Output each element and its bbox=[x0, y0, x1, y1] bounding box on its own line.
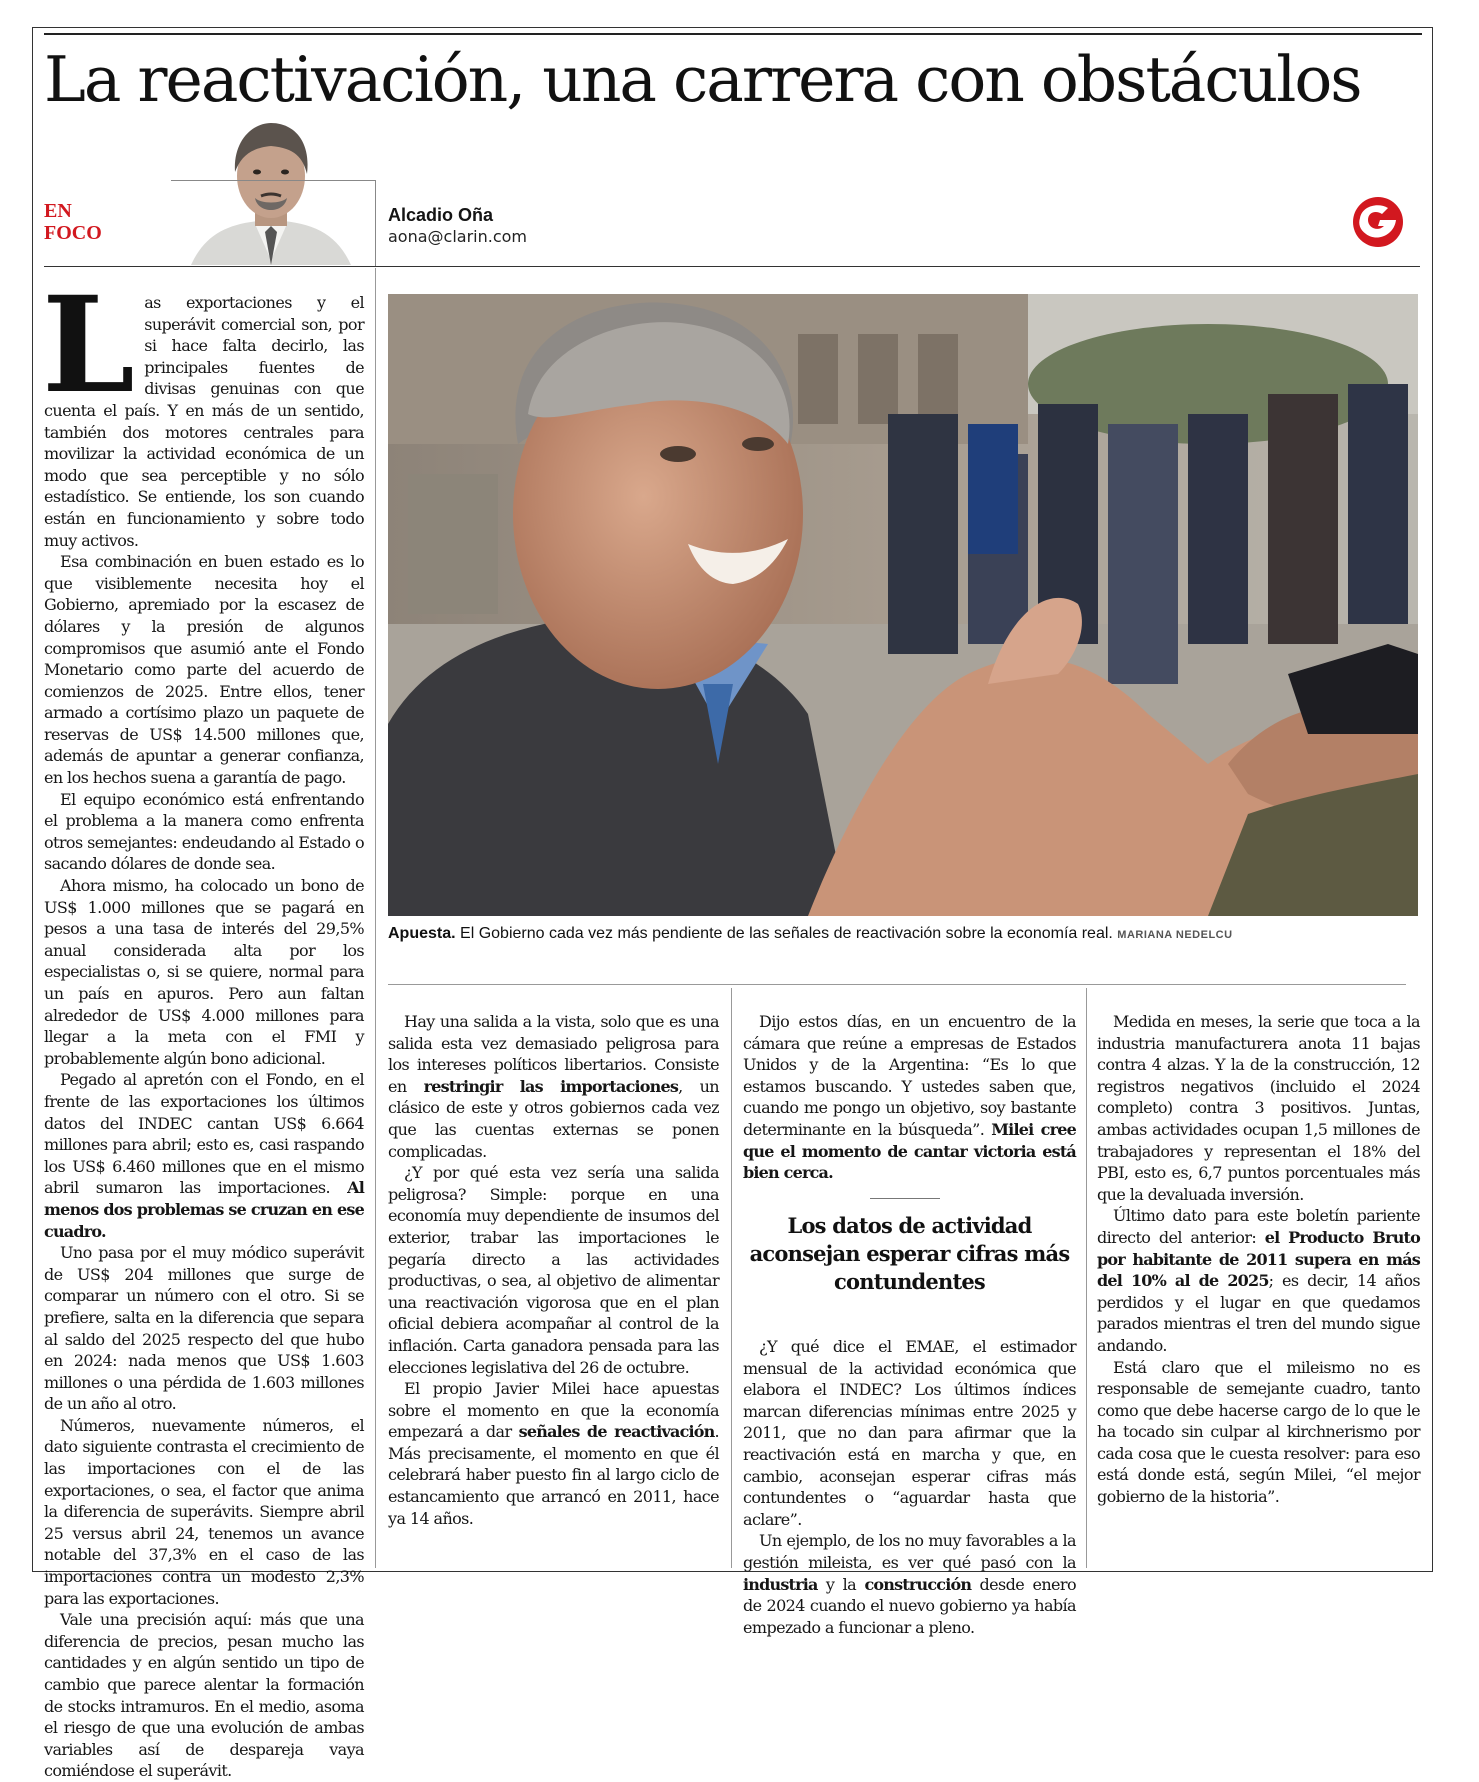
header-bottom-rule bbox=[44, 266, 1420, 267]
section-tag: EN FOCO bbox=[44, 200, 102, 244]
column-divider bbox=[731, 988, 732, 1568]
subhead-rule bbox=[870, 1198, 940, 1199]
author-email[interactable]: aona@clarin.com bbox=[388, 227, 528, 246]
paragraph: El propio Javier Milei hace apuestas sobre el momento en que la economía empezará a dar señales de reactivación. Más precisamente, el momento en que él celebrará haber puesto fin al largo ciclo de estancamiento que arrancó en 2011, hace ya 14 años. bbox=[388, 1379, 719, 1528]
clarin-logo-icon bbox=[1352, 196, 1404, 248]
paragraph: Las exportaciones y el superávit comercial son, por si hace falta decirlo, las principales fuentes de divisas genuinas con que cuenta el país. Y en más de un sentido, también dos motores centrales para movilizar la actividad económica de un modo que sea perceptible y no sólo estadístico. Se entiende, los son cuando están en funcionamiento y sobre todo muy activos. bbox=[42, 268, 364, 550]
header-vertical-divider bbox=[375, 180, 376, 266]
author-portrait-image bbox=[171, 120, 371, 265]
paragraph: Números, nuevamente números, el dato siguiente contrasta el crecimiento de las importaciones con el de las exportaciones, o sea, el factor que anima la diferencia de superávits. Siempre abril 25 versus abril 24, tenemos un avance notable del 37,3% en el caso de las importaciones contra un modesto 2,3% para las exportaciones. bbox=[44, 1415, 364, 1608]
header-divider bbox=[171, 180, 375, 181]
paragraph: Pegado al apretón con el Fondo, en el frente de las exportaciones los últimos datos del INDEC cantan US$ 6.664 millones para abril; esto es, casi raspando los US$ 6.460 millones que en el mismo abril sumaron las importaciones. Al menos dos problemas se cruzan en ese cuadro. bbox=[44, 1070, 364, 1241]
body-column-3 bbox=[743, 1011, 1076, 1184]
body-column-3-lower bbox=[743, 1336, 1076, 1638]
paragraph: Un ejemplo, de los no muy favorables a la gestión mileista, es ver qué pasó con la industria y la construcción desde enero de 2024 cuando el nuevo gobierno ya había empezado a funcionar a pleno. bbox=[743, 1531, 1076, 1637]
body-column-2 bbox=[388, 1011, 719, 1529]
column-divider bbox=[375, 268, 376, 1568]
main-photo bbox=[388, 294, 1418, 916]
column-divider bbox=[1086, 988, 1087, 1568]
main-photo-image bbox=[388, 294, 1418, 916]
body-column-4 bbox=[1097, 1011, 1420, 1508]
paragraph: Dijo estos días, en un encuentro de la cámara que reúne a empresas de Estados Unidos y de la Argentina: “Es lo que estamos buscando. Y ustedes saben que, cuando me pongo un objetivo, soy bastante determinante en la búsqueda”. Milei cree que el momento de cantar victoria está bien cerca. bbox=[743, 1012, 1076, 1183]
paragraph: Vale una precisión aquí: más que una diferencia de precios, pesan mucho las cantidades y en algún sentido un tipo de cambio que parece alentar la formación de stocks intramuros. En el medio, asoma el riesgo de que una evolución de ambas variables así de despareja vaya comiéndose el superávit. bbox=[44, 1610, 364, 1781]
body-column-1 bbox=[42, 268, 364, 1782]
paragraph: Está claro que el mileismo no es responsable de semejante cuadro, tanto como que debe hacerse cargo de lo que le ha tocado sin culpar al kirchnerismo por cada cosa que le cuesta resolver: para eso está donde está, según Milei, “el mejor gobierno de la historia”. bbox=[1097, 1357, 1420, 1507]
paragraph: ¿Y qué dice el EMAE, el estimador mensual de la actividad económica que elabora el INDEC? Los últimos índices marcan diferencias mínimas entre 2025 y 2011, que no dan para afirmar que la reactivación está en marcha y que, en cambio, aconsejan esperar cifras más contundentes o “aguardar hasta que aclare”. bbox=[743, 1337, 1076, 1529]
caption-text: El Gobierno cada vez más pendiente de las señales de reactivación sobre la economía real. bbox=[455, 925, 1118, 942]
paragraph: Último dato para este boletín pariente directo del anterior: el Producto Bruto por habitante de 2011 supera en más del 10% al de 2025; es decir, 14 años perdidos y el lugar en que quedamos parados mientras el tren del mundo sigue andando. bbox=[1097, 1206, 1420, 1355]
paragraph: Ahora mismo, ha colocado un bono de US$ 1.000 millones que se pagará en pesos a una tasa de interés del 29,5% anual considerada alta por los especialistas o, si se quiere, normal para un país en apuros. Pero aun faltan alrededor de US$ 4.000 millones para llegar a la meta con el FMI y probablemente algún bono adicional. bbox=[44, 876, 364, 1068]
author-portrait bbox=[171, 120, 371, 265]
paragraph: Esa combinación en buen estado es lo que visiblemente necesita hoy el Gobierno, apremiado por la escasez de dólares y la presión de algunos compromisos que asumió ante el Fondo Monetario como parte del acuerdo de comienzos de 2025. Entre ellos, tener armado a cortísimo plazo un paquete de reservas de US$ 14.500 millones que, además de apuntar a generar confianza, en los hechos suena a garantía de pago. bbox=[44, 552, 364, 788]
top-rule bbox=[44, 33, 1422, 35]
photo-caption bbox=[388, 924, 1418, 945]
paragraph: Hay una salida a la vista, solo que es una salida esta vez demasiado peligrosa para los intereses políticos libertarios. Consiste en restringir las importaciones, un clásico de este y otros gobiernos cada vez que las cuentas externas se ponen complicadas. bbox=[388, 1012, 720, 1161]
caption-lead: Apuesta. bbox=[388, 925, 456, 942]
subhead: Los datos de actividad aconsejan esperar cifras más contundentes bbox=[749, 1213, 1070, 1294]
paragraph: Uno pasa por el muy módico superávit de US$ 204 millones que surge de comparar un número con el otro. Si se prefiere, salta en la diferencia que separa al saldo del 2025 respecto del que hubo en 2024: nada menos que US$ 1.603 millones o una pérdida de 1.603 millones de un año al otro. bbox=[44, 1243, 364, 1414]
photo-bottom-rule bbox=[388, 984, 1406, 985]
paragraph: Medida en meses, la serie que toca a la industria manufacturera anota 11 bajas contra 4 alzas. Y la de la construcción, 12 registros negativos (incluido el 2024 completo) contra 3 positivos. Juntas, ambas actividades ocupan 1,5 millones de trabajadores y representan el 18% del PBI, esto es, 6,7 puntos porcentuales más que la devaluada inversión. bbox=[1097, 1012, 1420, 1204]
paragraph: El equipo económico está enfrentando el problema a la manera como enfrenta otros semejantes: endeudando al Estado o sacando dólares de donde sea. bbox=[44, 789, 364, 874]
dropcap: L bbox=[42, 268, 135, 423]
paragraph: ¿Y por qué esta vez sería una salida peligrosa? Simple: porque en una economía muy dependiente de insumos del exterior, trabar las importaciones le pegaría directo a las actividades productivas, o sea, al objetivo de alimentar una reactivación vigorosa que en el plan oficial debiera acompañar al control de la inflación. Carta ganadora pensada para las elecciones legislativa del 26 de octubre. bbox=[388, 1163, 719, 1377]
author-name: Alcadio Oña bbox=[388, 205, 494, 225]
byline bbox=[388, 204, 527, 248]
photo-credit: MARIANA NEDELCU bbox=[1117, 929, 1233, 941]
headline: La reactivación, una carrera con obstáculos bbox=[44, 43, 1361, 116]
